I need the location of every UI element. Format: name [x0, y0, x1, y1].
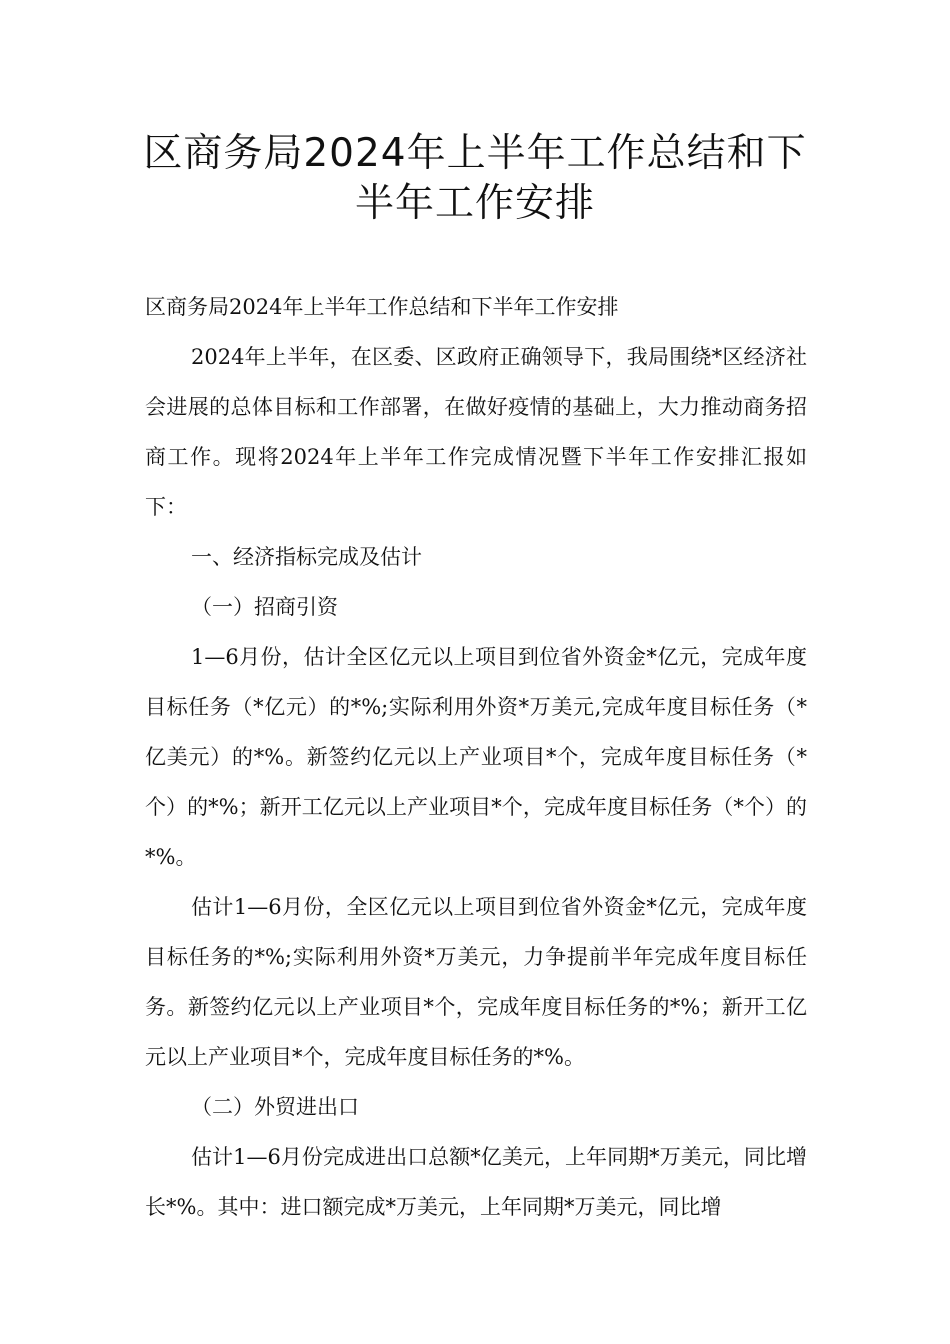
document-title-line-1: 区商务局2024年上半年工作总结和下: [143, 131, 807, 176]
intro-paragraph: 2024年上半年，在区委、区政府正确领导下，我局围绕*区经济社会进展的总体目标和工作部署，在做好疫情的基础上，大力推动商务招商工作。现将2024年上半年工作完成情况暨下半年工作安排汇报如下：: [145, 345, 807, 519]
subsection-1-paragraph-2: 估计1—6月份，全区亿元以上项目到位省外资金*亿元，完成年度目标任务的*%;实际利用外资*万美元，力争提前半年完成年度目标任务。新签约亿元以上产业项目*个，完成年度目标任务的*%；新开工亿元以上产业项目*个，完成年度目标任务的*%。: [145, 895, 807, 1069]
subsection-1-heading: （一）招商引资: [191, 595, 338, 619]
document-subtitle: 区商务局2024年上半年工作总结和下半年工作安排: [145, 295, 619, 319]
subsection-2-heading: （二）外贸进出口: [191, 1095, 359, 1119]
subsection-1-paragraph-1: 1—6月份，估计全区亿元以上项目到位省外资金*亿元，完成年度目标任务（*亿元）的*%;实际利用外资*万美元,完成年度目标任务（*亿美元）的*%。新签约亿元以上产业项目*个，完成年度目标任务（*个）的*%；新开工亿元以上产业项目*个，完成年度目标任务（*个）的*%。: [145, 645, 807, 869]
subsection-2-paragraph-1: 估计1—6月份完成进出口总额*亿美元，上年同期*万美元，同比增长*%。其中：进口额完成*万美元，上年同期*万美元，同比增: [145, 1145, 807, 1219]
document-title-line-2: 半年工作安排: [354, 181, 595, 226]
section-1-heading: 一、经济指标完成及估计: [191, 545, 422, 569]
document-body: [145, 282, 807, 1232]
